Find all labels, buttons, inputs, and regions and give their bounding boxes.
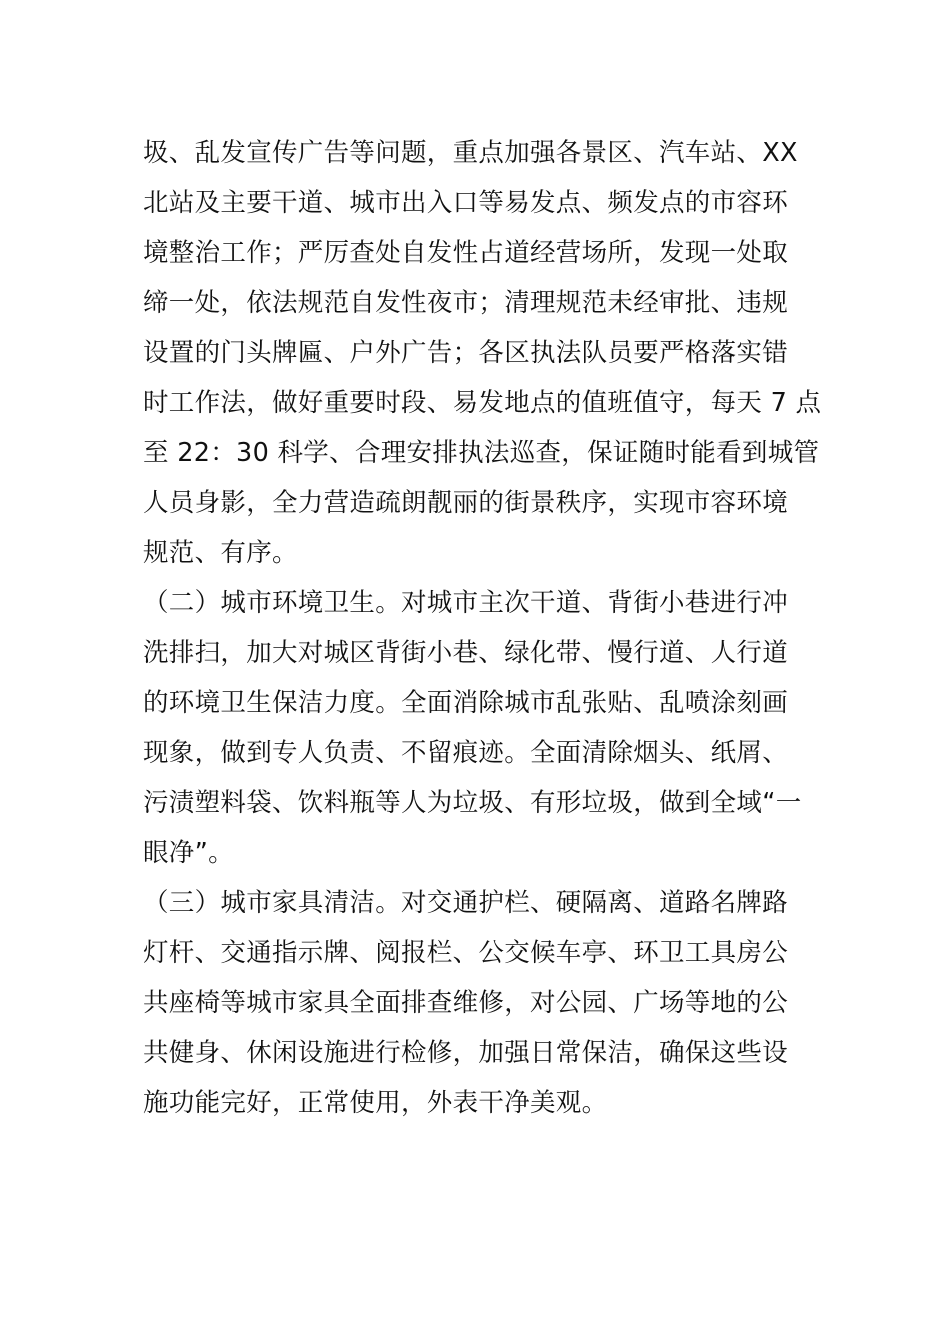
text-line: 眼净”。	[143, 838, 234, 868]
text-line: 时工作法，做好重要时段、易发地点的值班值守，每天 7 点	[143, 388, 822, 418]
text-line: 人员身影，全力营造疏朗靓丽的街景秩序，实现市容环境	[143, 488, 789, 518]
text-line: 污渍塑料袋、饮料瓶等人为垃圾、有形垃圾，做到全域“一	[143, 788, 802, 818]
section-heading-line: （三）城市家具清洁。对交通护栏、硬隔离、道路名牌路	[143, 888, 789, 918]
text-line: 境整治工作；严厉查处自发性占道经营场所，发现一处取	[143, 238, 789, 268]
text-line: 现象，做到专人负责、不留痕迹。全面清除烟头、纸屑、	[143, 738, 789, 768]
text-line: 至 22：30 科学、合理安排执法巡查，保证随时能看到城管	[143, 438, 820, 468]
text-line: 共座椅等城市家具全面排查维修，对公园、广场等地的公	[143, 988, 789, 1018]
text-line: 施功能完好，正常使用，外表干净美观。	[143, 1088, 608, 1118]
text-line: 缔一处，依法规范自发性夜市；清理规范未经审批、违规	[143, 288, 789, 318]
text-line: 设置的门头牌匾、户外广告；各区执法队员要严格落实错	[143, 338, 789, 368]
text-line: 规范、有序。	[143, 538, 298, 568]
text-line: 洗排扫，加大对城区背街小巷、绿化带、慢行道、人行道	[143, 638, 789, 668]
text-line: 圾、乱发宣传广告等问题，重点加强各景区、汽车站、XX	[143, 138, 798, 168]
document-body	[143, 128, 822, 1128]
text-line: 灯杆、交通指示牌、阅报栏、公交候车亭、环卫工具房公	[143, 938, 789, 968]
text-line: 北站及主要干道、城市出入口等易发点、频发点的市容环	[143, 188, 789, 218]
text-line: 的环境卫生保洁力度。全面消除城市乱张贴、乱喷涂刻画	[143, 688, 789, 718]
section-heading-line: （二）城市环境卫生。对城市主次干道、背街小巷进行冲	[143, 588, 789, 618]
text-line: 共健身、休闲设施进行检修，加强日常保洁，确保这些设	[143, 1038, 789, 1068]
